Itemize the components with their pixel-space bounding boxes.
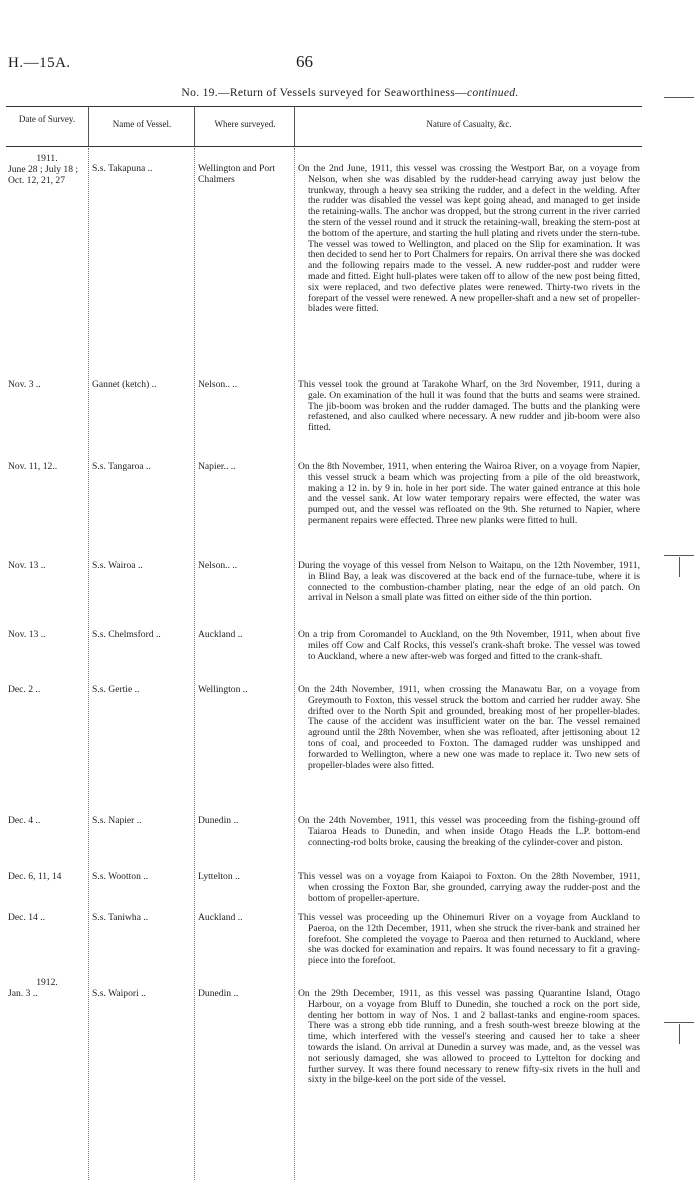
column-divider: [88, 148, 89, 1180]
vessel-name: S.s. Gertie ..: [92, 684, 140, 695]
casualty-description: [298, 989, 640, 1086]
survey-date: Nov. 3 ..: [8, 379, 41, 390]
vessel-name: Gannet (ketch) ..: [92, 379, 157, 390]
survey-date: Jan. 3 ..: [8, 987, 38, 999]
vessel-name: S.s. Takapuna ..: [92, 163, 153, 174]
casualty-text: On the 24th November, 1911, when crossing the Manawatu Bar, on a voyage from Greymouth to Foxton, this vessel struck the bottom and carried her rudder away. She drifted over to the North Spit and grounded, breaking most of her propeller-blades. The cause of the accident was insufficient water on the bar. The vessel remained aground until the 28th November, when she was refloated, after jettisoning about 12 tons of coal, and proceeded to Foxton. The damaged rudder was unshipped and forwarded to Wellington, where a new one was made to replace it. Two new sets of propeller-blades were also fitted.: [298, 684, 640, 771]
casualty-description: [298, 685, 640, 771]
scan-mark: [679, 1024, 680, 1044]
table-top-rule: [6, 106, 642, 107]
page-number: 66: [296, 52, 313, 71]
row-date-cell: [8, 154, 86, 186]
vessel-name: S.s. Napier ..: [92, 815, 142, 826]
scan-mark: [664, 97, 694, 98]
header-nature: Nature of Casualty, &c.: [426, 119, 512, 129]
casualty-text: On the 2nd June, 1911, this vessel was crossing the Westport Bar, on a voyage from Nelson, when she was disabled by the rudder-head carrying away just below the trunkway, through a heavy sea striking the rudder, and a defect in the welding. After the rudder was disabled the vessel was kept going ahead, and managed to get inside the retaining-walls. The anchor was dropped, but the strong current in the river carried the stern of the vessel round and it struck the retaining-wall, breaking the stern-post at the bottom of the aperture, and starting the hull plating and rivets under the stern-tube. The vessel was towed to Wellington, and placed on the Slip for examination. It was then decided to send her to Port Chalmers for repairs. On arrival there she was docked and the following repairs made to the vessel. A new rudder-post and rudder were made and fitted. Eight hull-plates were taken off to allow of the new post being fitted, six were replaced, and two defective plates were renewed. Thirty-two rivets in the forepart of the vessel were renewed. A new propeller-shaft and a new set of propeller-blades were fitted.: [298, 163, 640, 315]
casualty-text: This vessel was on a voyage from Kaiapoi to Foxton. On the 28th November, 1911, when crossing the Foxton Bar, she grounded, carrying away the rudder-post and the bottom of propeller-aperture.: [298, 871, 640, 904]
survey-place: Auckland ..: [198, 912, 243, 923]
casualty-text: On the 8th November, 1911, when entering the Wairoa River, on a voyage from Napier, this vessel struck a beam which was projecting from a pile of the old breastwork, making a 12 in. by 9 in. hole in her port side. The water gained entrance at this hole and the vessel sank. At low water temporary repairs were effected, the water was pumped out, and the vessel was refloated on the 9th. She returned to Napier, where permanent repairs were effected. Three new planks were fitted to hull.: [298, 461, 640, 526]
casualty-text: On the 24th November, 1911, this vessel was proceeding from the fishing-ground off Taiaroa Heads to Dunedin, and when inside Otago Heads the L.P. bottom-end connecting-rod bolts broke, causing the breaking of the cylinder-cover and piston.: [298, 815, 640, 848]
year-label: 1911.: [36, 153, 58, 164]
casualty-description: [298, 164, 640, 315]
survey-place: Auckland ..: [198, 629, 243, 640]
column-divider: [194, 106, 195, 146]
survey-date: Dec. 14 ..: [8, 912, 46, 923]
survey-date: Dec. 4 ..: [8, 815, 41, 826]
survey-place: Napier.. ..: [198, 461, 236, 472]
survey-date: Nov. 13 ..: [8, 560, 46, 571]
casualty-table: [6, 106, 642, 1180]
casualty-text: This vessel took the ground at Tarakohe Wharf, on the 3rd November, 1911, during a gale. On examination of the hull it was found that the butts and seams were strained. The jib-boom was broken and the rudder damaged. The butts and the planking were refastened, and also caulked where necessary. A new rudder and jib-boom were also fitted.: [298, 379, 640, 434]
casualty-text: This vessel was proceeding up the Ohinemuri River on a voyage from Auckland to Paeroa, on the 12th December, 1911, when she struck the river-bank and strained her forefoot. She completed the voyage to Paeroa and then returned to Auckland, where she was docked for examination and repairs. It was found necessary to fit a graving-piece into the forefoot.: [298, 912, 640, 967]
casualty-text: On the 29th December, 1911, as this vessel was passing Quarantine Island, Otago Harbour, on a voyage from Bluff to Dunedin, she touched a rock on the port side, denting her bottom in way of Nos. 1 and 2 ballast-tanks and engine-room spaces. There was a strong ebb tide running, and a fresh south-west breeze blowing at the time, which interfered with the vessel's steering and caused her to take a sheer towards the island. On arrival at Dunedin a survey was made, and, as the vessel was not seriously damaged, she was allowed to proceed to Lyttelton for docking and further survey. It was there found necessary to renew fifty-six rivets in the hull and sixty in the bilge-keel on the port side of the vessel.: [298, 988, 640, 1086]
vessel-name: S.s. Wootton ..: [92, 871, 149, 882]
survey-date: Dec. 2 ..: [8, 684, 41, 695]
header-date: Date of Survey.: [18, 114, 76, 124]
table-title: [0, 86, 700, 99]
survey-place: Nelson.. ..: [198, 379, 238, 390]
vessel-name: S.s. Tangaroa ..: [92, 461, 151, 472]
header-vessel: Name of Vessel.: [112, 119, 172, 129]
column-divider: [88, 106, 89, 146]
casualty-description: [298, 913, 640, 967]
year-label: 1912.: [36, 977, 58, 988]
casualty-description: [298, 380, 640, 434]
column-divider: [294, 106, 295, 146]
casualty-description: [298, 630, 640, 662]
casualty-description: [298, 462, 640, 527]
casualty-text: During the voyage of this vessel from Nelson to Waitapu, on the 12th November, 1911, in Blind Bay, a leak was discovered at the back end of the furnace-tube, where it is connected to the combustion-chamber plating, near the edge of an old patch. On arrival in Nelson a small plate was fitted on either side of the thin portion.: [298, 560, 640, 604]
casualty-description: [298, 816, 640, 848]
casualty-description: [298, 561, 640, 604]
survey-place: Nelson.. ..: [198, 560, 238, 571]
survey-place: Lyttelton ..: [198, 871, 240, 882]
casualty-text: On a trip from Coromandel to Auckland, on the 9th November, 1911, when about five miles off Cow and Calf Rocks, this vessel's crank-shaft broke. The vessel was towed to Auckland, where a new after-web was forged and fitted to the crank-shaft.: [298, 629, 640, 662]
survey-date: Nov. 11, 12..: [8, 461, 58, 472]
survey-date: Nov. 13 ..: [8, 629, 46, 640]
column-divider: [294, 148, 295, 1180]
table-title-continued: continued.: [466, 86, 519, 99]
survey-date: Dec. 6, 11, 14: [8, 871, 62, 882]
scan-mark: [664, 555, 694, 556]
vessel-name: S.s. Waipori ..: [92, 988, 146, 999]
table-title-main: No. 19.—Return of Vessels surveyed for Seaworthiness—: [181, 86, 467, 99]
scan-mark: [679, 557, 680, 577]
vessel-name: S.s. Taniwha ..: [92, 912, 149, 923]
survey-place: Dunedin ..: [198, 815, 239, 826]
scan-mark: [664, 1022, 694, 1023]
row-date-cell: [8, 978, 86, 1000]
table-header-rule: [6, 146, 642, 147]
casualty-description: [298, 872, 640, 904]
survey-place: Wellington and Port Chalmers: [198, 163, 276, 185]
document-reference: H.—15A.: [8, 55, 71, 71]
vessel-name: S.s. Wairoa ..: [92, 560, 143, 571]
survey-place: Wellington ..: [198, 684, 248, 695]
survey-place: Dunedin ..: [198, 988, 239, 999]
header-place: Where surveyed.: [214, 119, 276, 129]
vessel-name: S.s. Chelmsford ..: [92, 629, 161, 640]
column-divider: [194, 148, 195, 1180]
survey-date: June 28 ; July 18 ; Oct. 12, 21, 27: [8, 163, 79, 186]
